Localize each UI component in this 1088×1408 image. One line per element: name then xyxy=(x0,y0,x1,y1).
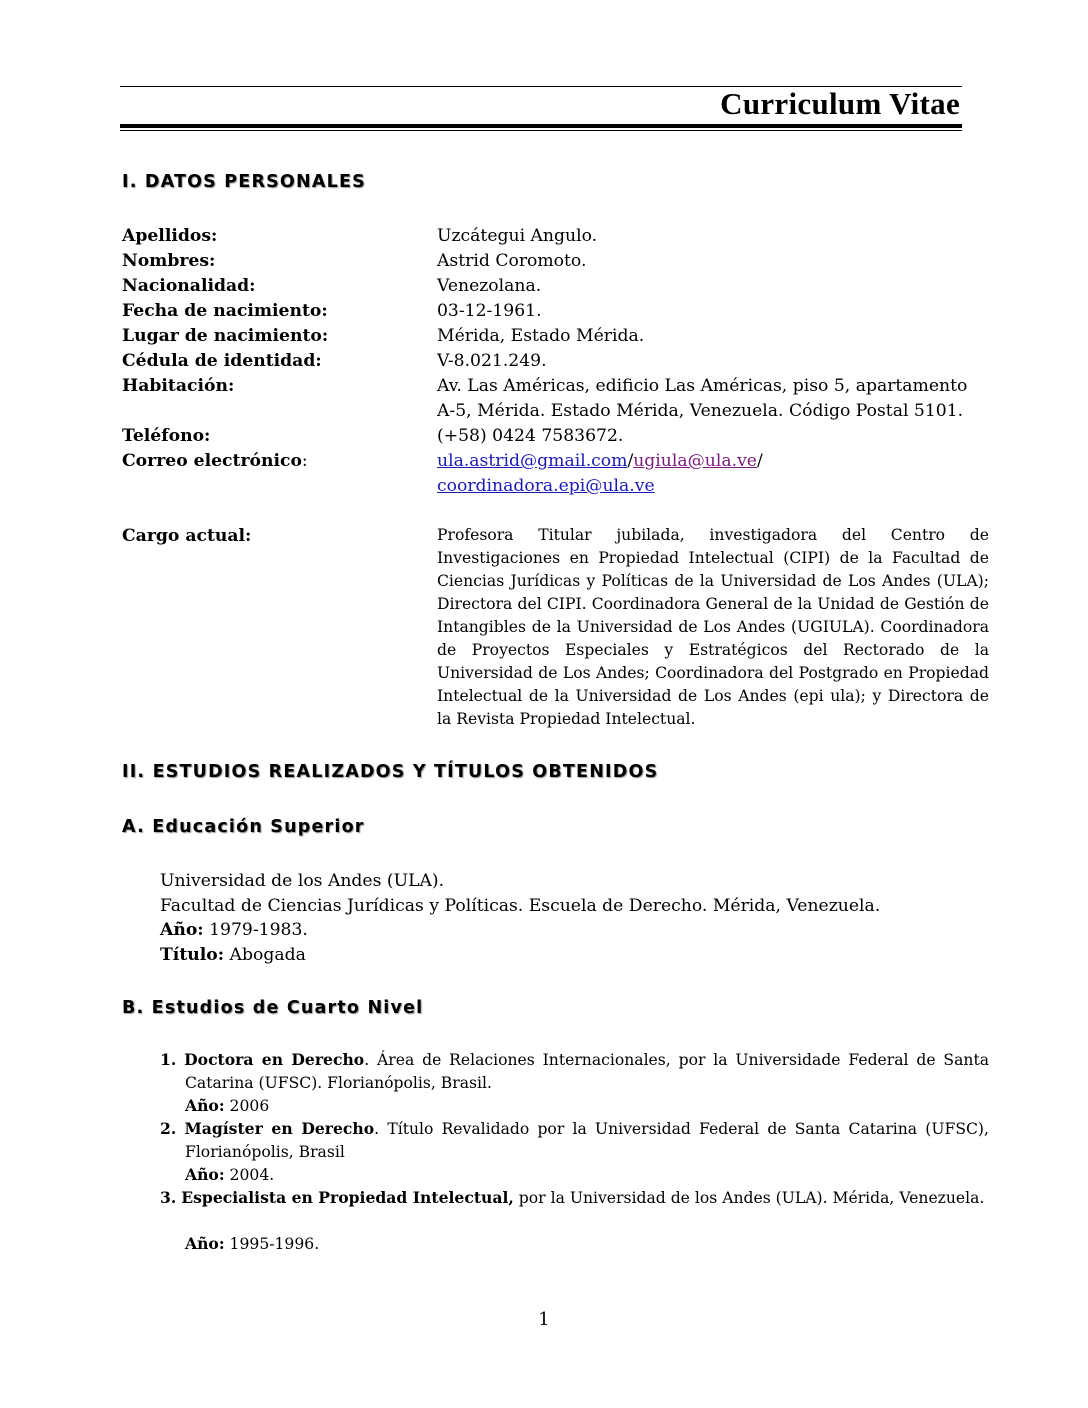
postgrad-item-title: Magíster en Derecho xyxy=(184,1119,375,1138)
postgrad-item-main xyxy=(160,1189,984,1207)
field-correo xyxy=(122,449,990,499)
higher-ed-year-value: 1979-1983. xyxy=(203,920,308,940)
field-fecha-nacimiento xyxy=(122,299,990,324)
header-thick-rule xyxy=(120,124,962,128)
label-habitacion: Habitación: xyxy=(122,376,235,396)
value-correo-line-1 xyxy=(437,449,989,474)
value-telefono: (+58) 0424 7583672. xyxy=(437,426,624,446)
postgrad-item-desc: . Título Revalidado por la Universidad Federal de Santa Catarina (UFSC), Florianópolis, Brasil xyxy=(185,1120,989,1161)
field-cedula xyxy=(122,349,990,374)
higher-ed-line-2: Facultad de Ciencias Jurídicas y Políticas. Escuela de Derecho. Mérida, Venezuela. xyxy=(160,896,881,916)
field-nacionalidad xyxy=(122,274,990,299)
postgrad-item-year: 2004. xyxy=(224,1166,275,1184)
postgrad-item-year: 2006 xyxy=(224,1097,270,1115)
value-habitacion-line-2: A-5, Mérida. Estado Mérida, Venezuela. Código Postal 5101. xyxy=(437,401,964,421)
label-lugar-nacimiento: Lugar de nacimiento: xyxy=(122,326,329,346)
value-fecha-nacimiento: 03-12-1961. xyxy=(437,301,542,321)
email-link-ugiula[interactable]: ugiula@ula.ve xyxy=(633,451,757,471)
value-correo-line-2 xyxy=(437,474,989,499)
postgrad-item-main xyxy=(160,1120,989,1161)
postgrad-item xyxy=(160,1186,989,1210)
label-nacionalidad: Nacionalidad: xyxy=(122,276,256,296)
postgrad-item-number: 3. xyxy=(160,1188,177,1207)
higher-ed-title xyxy=(160,943,306,968)
value-nacionalidad: Venezolana. xyxy=(437,276,542,296)
higher-ed-year-label: Año: xyxy=(160,920,204,940)
label-cargo: Cargo actual: xyxy=(122,526,252,546)
higher-ed-year xyxy=(160,918,308,943)
value-apellidos: Uzcátegui Angulo. xyxy=(437,226,598,246)
section-heading-personal: I. DATOS PERSONALES xyxy=(122,172,366,192)
value-nombres: Astrid Coromoto. xyxy=(437,251,587,271)
value-cedula: V-8.021.249. xyxy=(437,351,547,371)
postgrad-item xyxy=(160,1048,989,1095)
value-lugar-nacimiento: Mérida, Estado Mérida. xyxy=(437,326,645,346)
label-cedula: Cédula de identidad: xyxy=(122,351,322,371)
label-correo-text: Correo electrónico xyxy=(122,451,302,471)
label-correo-colon: : xyxy=(301,451,308,471)
label-correo xyxy=(122,449,308,474)
email-link-coordinadora[interactable]: coordinadora.epi@ula.ve xyxy=(437,476,655,496)
email-link-gmail[interactable]: ula.astrid@gmail.com xyxy=(437,451,628,471)
postgrad-item-desc: . Área de Relaciones Internacionales, por la Universidade Federal de Santa Catarina (UFSC). Florianópolis, Brasil. xyxy=(185,1051,990,1092)
section-heading-higher-ed: A. Educación Superior xyxy=(122,817,365,837)
postgrad-item-year: 1995-1996. xyxy=(224,1235,320,1253)
section-heading-postgrad: B. Estudios de Cuarto Nivel xyxy=(122,998,424,1018)
postgrad-item-year-label: Año: xyxy=(185,1096,225,1115)
postgrad-item-number: 2. xyxy=(160,1119,177,1138)
higher-ed-title-value: Abogada xyxy=(224,945,306,965)
postgrad-item-year-label: Año: xyxy=(185,1234,225,1253)
field-lugar-nacimiento xyxy=(122,324,990,349)
field-habitacion xyxy=(122,374,990,424)
email-separator: / xyxy=(627,451,634,471)
field-nombres xyxy=(122,249,990,274)
postgrad-item xyxy=(160,1117,989,1164)
postgrad-item-title: Doctora en Derecho xyxy=(184,1050,365,1069)
postgrad-item-year-row xyxy=(160,1232,989,1256)
document-title: Curriculum Vitae xyxy=(720,86,960,121)
postgrad-item-year-row xyxy=(160,1163,989,1187)
value-habitacion-line-1: Av. Las Américas, edificio Las Américas, piso 5, apartamento xyxy=(437,376,968,396)
higher-ed-title-label: Título: xyxy=(160,945,225,965)
postgrad-item-main xyxy=(160,1051,989,1092)
header-thin-rule xyxy=(120,130,962,131)
postgrad-item-year-label: Año: xyxy=(185,1165,225,1184)
label-apellidos: Apellidos: xyxy=(122,226,218,246)
field-telefono xyxy=(122,424,990,449)
email-separator: / xyxy=(756,451,763,471)
postgrad-item-desc: por la Universidad de los Andes (ULA). Mérida, Venezuela. xyxy=(513,1189,985,1207)
postgrad-item-title: Especialista en Propiedad Intelectual, xyxy=(181,1188,514,1207)
field-apellidos xyxy=(122,224,990,249)
value-cargo: Profesora Titular jubilada, investigadora del Centro de Investigaciones en Propiedad Intelectual (CIPI) de la Facultad de Ciencias Jurídicas y Políticas de la Universidad de Los Andes (ULA); Directora del CIPI. Coordinadora General de la Unidad de Gestión de Intangibles de la Universidad de Los Andes (UGIULA). Coordinadora de Proyectos Especiales y Estratégicos del Rectorado de la Universidad de Los Andes; Coordinadora del Postgrado en Propiedad Intelectual de la Universidad de Los Andes (epi ula); y Directora de la Revista Propiedad Intelectual. xyxy=(437,526,989,729)
section-heading-studies: II. ESTUDIOS REALIZADOS Y TÍTULOS OBTENIDOS xyxy=(122,762,659,782)
label-telefono: Teléfono: xyxy=(122,426,211,446)
label-nombres: Nombres: xyxy=(122,251,216,271)
higher-ed-line-1: Universidad de los Andes (ULA). xyxy=(160,871,445,891)
postgrad-item-year-row xyxy=(160,1094,989,1118)
postgrad-item-number: 1. xyxy=(160,1050,177,1069)
label-fecha-nacimiento: Fecha de nacimiento: xyxy=(122,301,328,321)
page-number: 1 xyxy=(538,1309,550,1330)
